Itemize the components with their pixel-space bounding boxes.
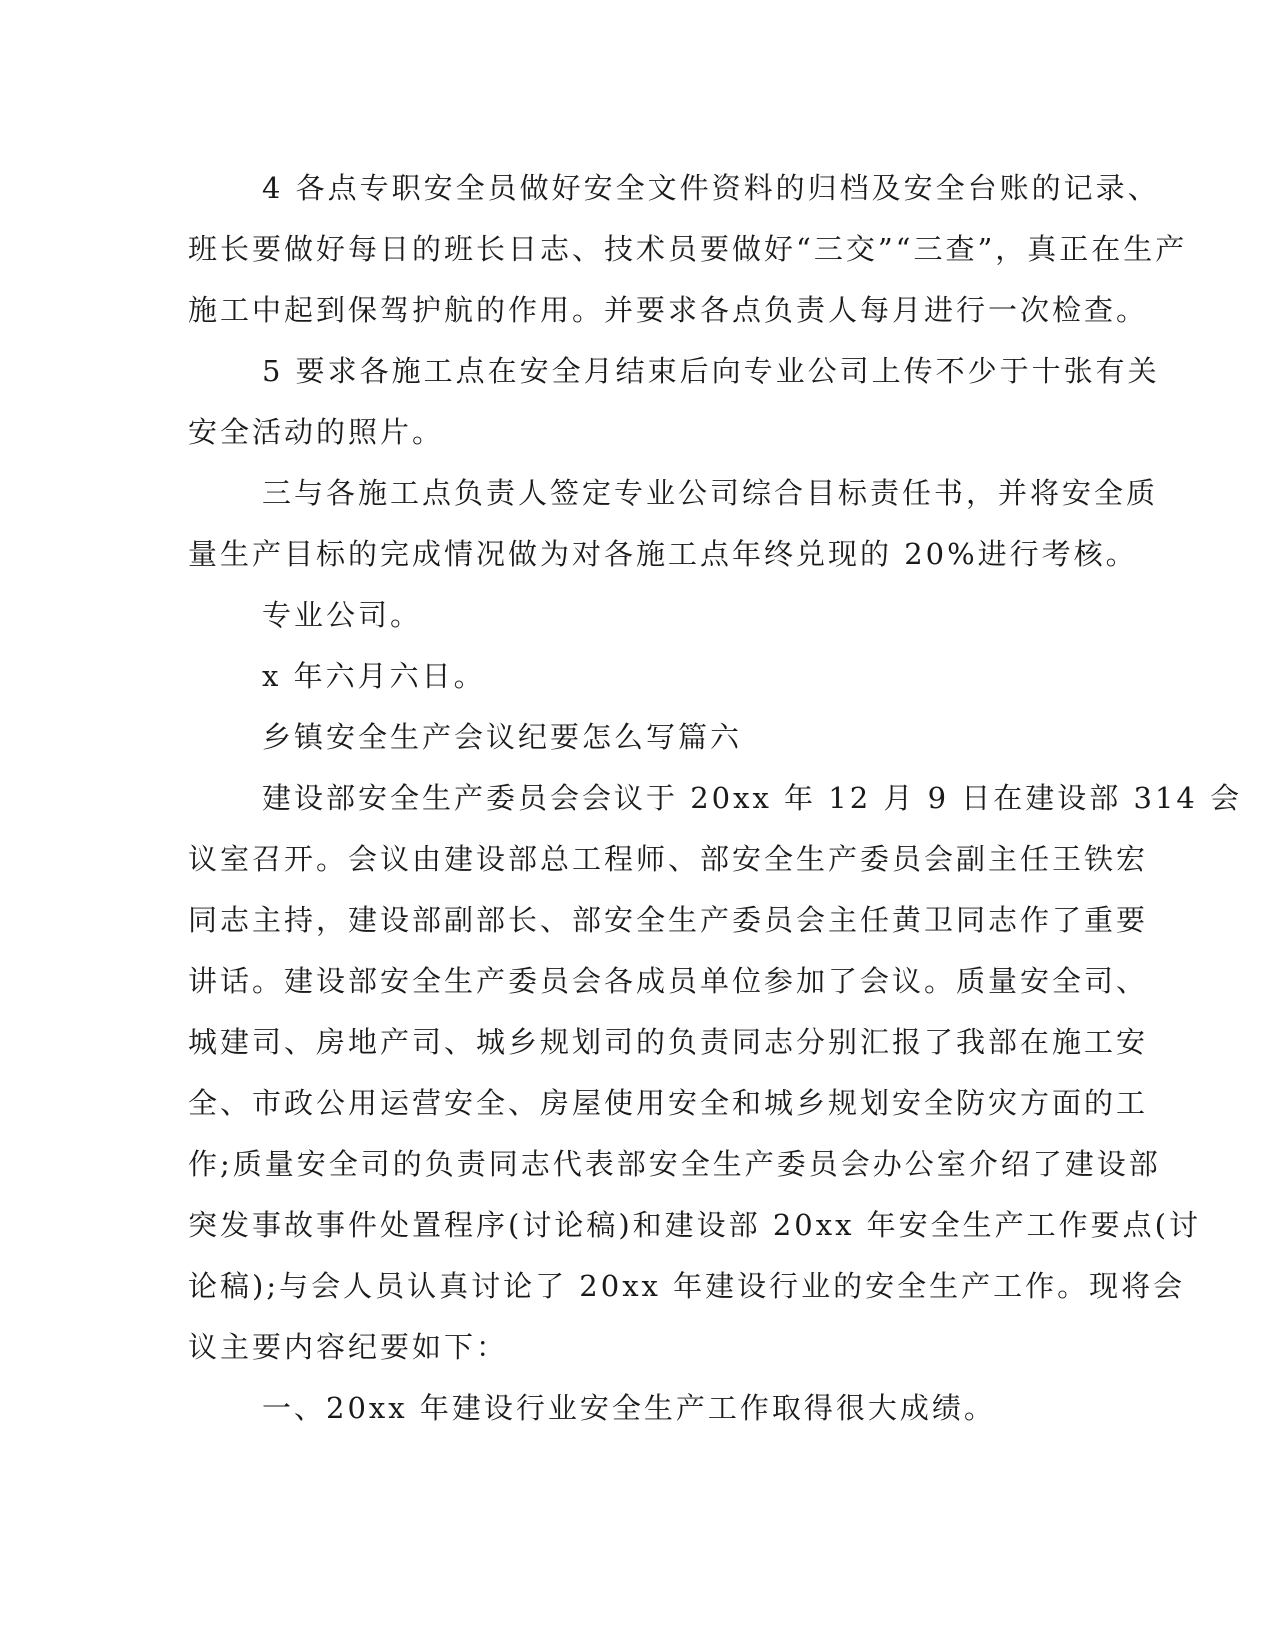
- meeting-paragraph-line-4: 讲话。建设部安全生产委员会各成员单位参加了会议。质量安全司、: [188, 964, 1149, 998]
- section-heading: 乡镇安全生产会议纪要怎么写篇六: [262, 720, 743, 754]
- signature-company: 专业公司。: [262, 598, 423, 632]
- meeting-paragraph-line-5: 城建司、房地产司、城乡规划司的负责同志分别汇报了我部在施工安: [188, 1025, 1149, 1059]
- meeting-paragraph-line-10: 议主要内容纪要如下：: [188, 1330, 509, 1364]
- signature-date: x 年六月六日。: [262, 659, 486, 693]
- meeting-paragraph-line-9: 论稿);与会人员认真讨论了 20xx 年建设行业的安全生产工作。现将会: [188, 1269, 1186, 1303]
- point-one-heading: 一、20xx 年建设行业安全生产工作取得很大成绩。: [262, 1391, 996, 1425]
- paragraph-4-line-3: 施工中起到保驾护航的作用。并要求各点负责人每月进行一次检查。: [188, 293, 1149, 327]
- meeting-paragraph-line-2: 议室召开。会议由建设部总工程师、部安全生产委员会副主任王铁宏: [188, 842, 1149, 876]
- meeting-paragraph-line-3: 同志主持，建设部副部长、部安全生产委员会主任黄卫同志作了重要: [188, 903, 1149, 937]
- paragraph-3-line-2: 量生产目标的完成情况做为对各施工点年终兑现的 20%进行考核。: [188, 537, 1138, 571]
- paragraph-4-line-2: 班长要做好每日的班长日志、技术员要做好“三交”“三查”，真正在生产: [188, 232, 1188, 266]
- meeting-paragraph-line-1: 建设部安全生产委员会会议于 20xx 年 12 月 9 日在建设部 314 会: [262, 781, 1243, 815]
- paragraph-5-line-1: 5 要求各施工点在安全月结束后向专业公司上传不少于十张有关: [262, 354, 1160, 388]
- paragraph-3-line-1: 三与各施工点负责人签定专业公司综合目标责任书，并将安全质: [262, 476, 1159, 510]
- paragraph-5-line-2: 安全活动的照片。: [188, 415, 445, 449]
- document-body: [188, 158, 1243, 1439]
- meeting-paragraph-line-8: 突发事故事件处置程序(讨论稿)和建设部 20xx 年安全生产工作要点(讨: [188, 1208, 1201, 1242]
- paragraph-4-line-1: 4 各点专职安全员做好安全文件资料的归档及安全台账的记录、: [262, 171, 1160, 205]
- meeting-paragraph-line-7: 作;质量安全司的负责同志代表部安全生产委员会办公室介绍了建设部: [188, 1147, 1161, 1181]
- meeting-paragraph-line-6: 全、市政公用运营安全、房屋使用安全和城乡规划安全防灾方面的工: [188, 1086, 1149, 1120]
